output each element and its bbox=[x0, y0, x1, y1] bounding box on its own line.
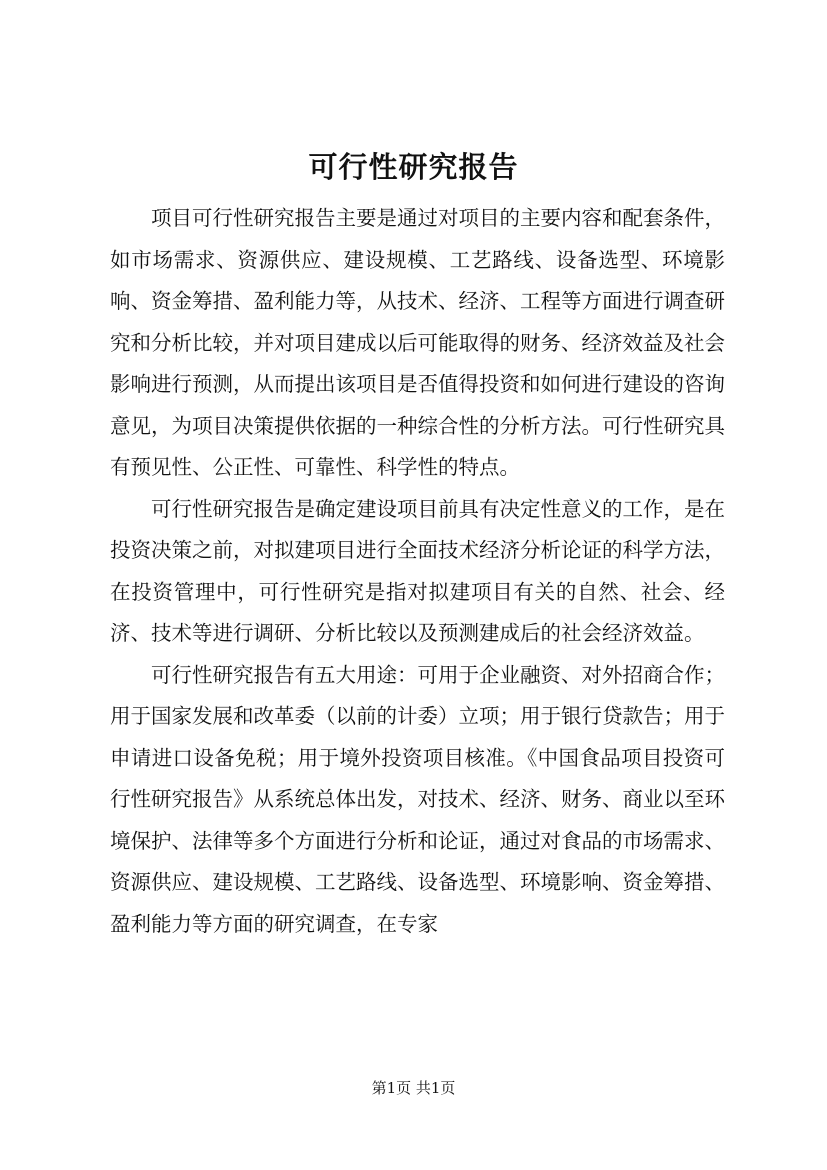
paragraph-1: 项目可行性研究报告主要是通过对项目的主要内容和配套条件，如市场需求、资源供应、建设规模、工艺路线、设备选型、环境影响、资金筹措、盈利能力等，从技术、经济、工程等方面进行调查研究和分析比较，并对项目建成以后可能取得的财务、经济效益及社会影响进行预测，从而提出该项目是否值得投资和如何进行建设的咨询意见，为项目决策提供依据的一种综合性的分析方法。可行性研究具有预见性、公正性、可靠性、科学性的特点。 bbox=[110, 206, 725, 479]
page-number-footer: 第1页 共1页 bbox=[371, 1079, 456, 1097]
paragraph-2: 可行性研究报告是确定建设项目前具有决定性意义的工作，是在投资决策之前，对拟建项目进行全面技术经济分析论证的科学方法，在投资管理中，可行性研究是指对拟建项目有关的自然、社会、经济、技术等进行调研、分析比较以及预测建成后的社会经济效益。 bbox=[110, 496, 725, 645]
document-body bbox=[110, 198, 725, 945]
paragraph-3: 可行性研究报告有五大用途：可用于企业融资、对外招商合作；用于国家发展和改革委（以前的计委）立项；用于银行贷款告；用于申请进口设备免税；用于境外投资项目核准。《中国食品项目投资可行性研究报告》从系统总体出发，对技术、经济、财务、商业以至环境保护、法律等多个方面进行分析和论证，通过对食品的市场需求、资源供应、建设规模、工艺路线、设备选型、环境影响、资金筹措、盈利能力等方面的研究调查，在专家 bbox=[110, 662, 725, 936]
document-title: 可行性研究报告 bbox=[308, 150, 519, 184]
